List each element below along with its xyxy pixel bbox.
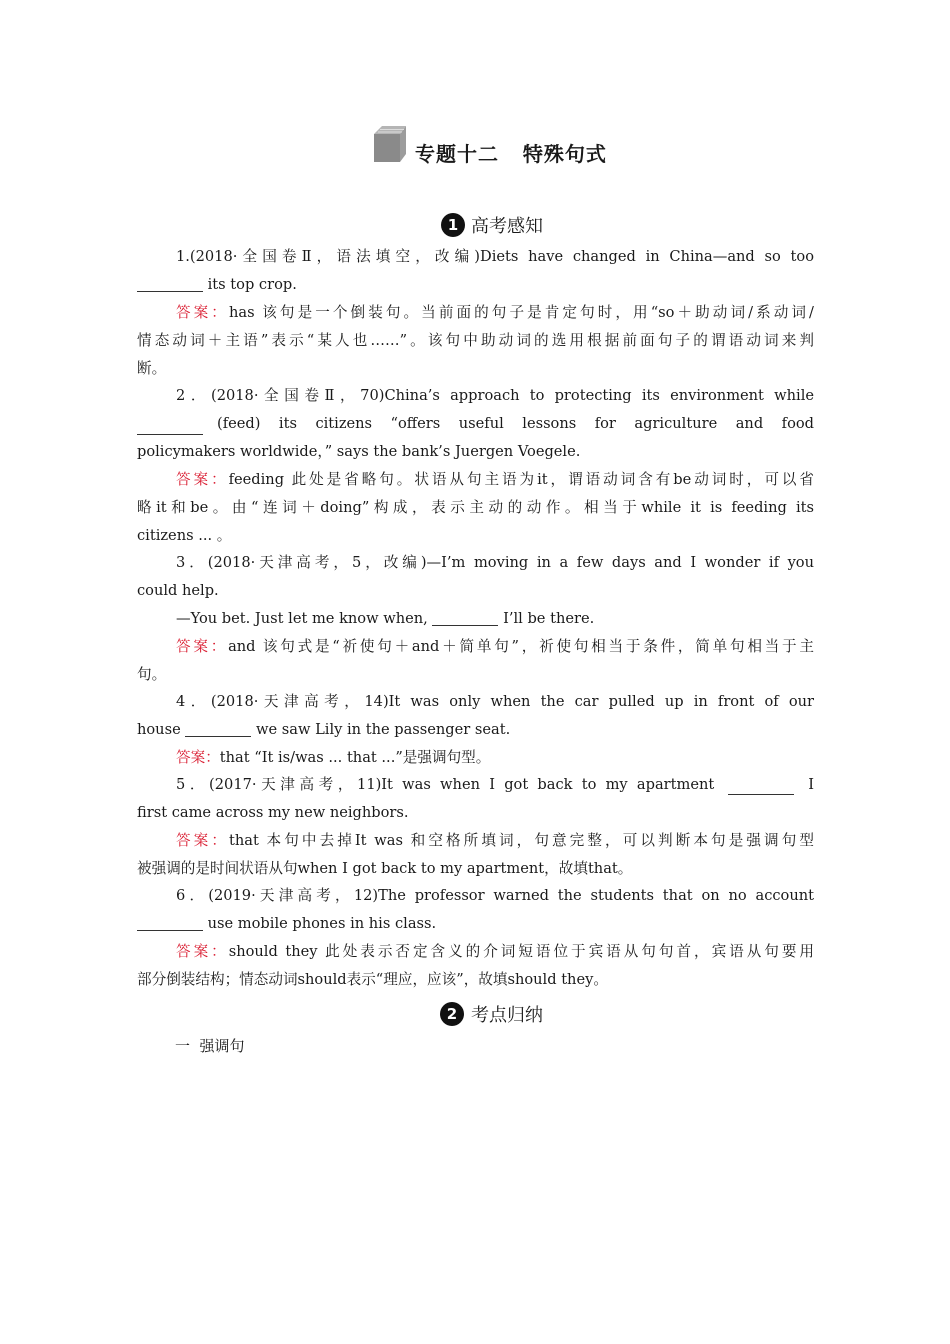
answer-blank (432, 607, 498, 626)
answer-text: feeding 此处是省略句。状语从句主语为it，谓语动词含有be动词时，可以省 (228, 471, 814, 488)
question-text (137, 605, 814, 633)
question-text (137, 271, 814, 299)
question-text (137, 410, 814, 438)
question-text (137, 910, 814, 938)
answer-text: should they 此处表示否定含义的介词短语位于宾语从句句首，宾语从句要用 (228, 943, 814, 960)
answer-label: 答案： (176, 749, 220, 766)
question-text: policymakers worldwide，” says the bank’s Juergen Voegele. (137, 443, 581, 460)
page-title: 专题十二 特殊句式 (415, 142, 607, 166)
book-icon (372, 124, 406, 164)
question-text-tail: use mobile phones in his class. (207, 915, 437, 932)
question-text-head: house (137, 721, 181, 738)
answer-text: 断。 (137, 360, 167, 377)
answer-blank (137, 416, 203, 435)
question-text-tail: I’ll be there. (503, 610, 595, 627)
question-text: first came across my new neighbors. (137, 804, 409, 821)
section-heading-1 (0, 211, 950, 241)
answer-blank (728, 776, 794, 795)
answer-text: that “It is/was ... that ...”是强调句型。 (219, 749, 491, 766)
question-text: 1.(2018·全国卷Ⅱ，语法填空，改编)Diets have changed in China—and so too (176, 248, 814, 265)
question-text-tail: (feed) its citizens “offers useful lessons for agriculture and food (217, 415, 814, 432)
answer-blank (185, 718, 251, 737)
question-text (137, 771, 814, 799)
answer-label: 答案： (176, 832, 230, 849)
question-text-tail: we saw Lily in the passenger seat. (256, 721, 511, 738)
section-heading-2 (0, 1000, 950, 1030)
answer-label: 答案： (176, 943, 229, 960)
answer-line (137, 633, 814, 661)
question-text: 4．(2018·天津高考，14)It was only when the car pulled up in front of our (176, 693, 814, 710)
answer-label: 答案： (176, 638, 229, 655)
answer-text: 被强调的是时间状语从句when I got back to my apartment，故填that。 (137, 860, 633, 877)
section-title: 考点归纳 (471, 1005, 543, 1026)
answer-line (137, 744, 814, 772)
question-text: could help. (137, 582, 219, 599)
answer-text: and 该句式是“祈使句＋and＋简单句”，祈使句相当于条件，简单句相当于主 (228, 638, 814, 655)
question-text-tail: I (808, 776, 814, 793)
title-row (0, 122, 950, 166)
answer-label: 答案： (176, 304, 229, 321)
answer-label: 答案： (176, 471, 229, 488)
subsection-title: 一 强调句 (175, 1037, 245, 1055)
answer-line (137, 466, 814, 494)
section-number-badge: 2 (440, 1002, 464, 1026)
question-text-tail: its top crop. (207, 276, 297, 293)
section-title: 高考感知 (471, 216, 543, 237)
question-text-head: 5．(2017·天津高考，11)It was when I got back to my apartment (176, 776, 715, 793)
answer-text: 情态动词＋主语”表示“某人也……”。该句中助动词的选用根据前面句子的谓语动词来判 (137, 332, 814, 349)
question-text: 2．(2018·全国卷Ⅱ，70)China’s approach to protecting its environment while (176, 387, 814, 404)
answer-line (137, 827, 814, 855)
answer-text: 句。 (137, 666, 167, 683)
answer-text: has 该句是一个倒装句。当前面的句子是肯定句时，用“so＋助动词/系动词/ (228, 304, 814, 321)
answer-text: that 本句中去掉It was 和空格所填词，句意完整，可以判断本句是强调句型 (229, 832, 814, 849)
answer-text: citizens ... 。 (137, 527, 232, 544)
answer-text: 部分倒装结构；情态动词should表示“理应，应该”，故填should they。 (137, 971, 608, 988)
answer-text: 略it和be。由“连词＋doing”构成，表示主动的动作。相当于while it is feeding its (137, 499, 814, 516)
section-number-badge: 1 (441, 213, 465, 237)
answer-blank (137, 912, 203, 931)
question-text: 6．(2019·天津高考，12)The professor warned the students that on no account (176, 887, 814, 904)
answer-blank (137, 273, 203, 292)
answer-line (137, 938, 814, 966)
answer-line (137, 299, 814, 327)
question-text (137, 716, 814, 744)
question-text: 3．(2018·天津高考，5，改编)—I’m moving in a few days and I wonder if you (176, 554, 814, 571)
question-text-head: —You bet. Just let me know when, (176, 610, 428, 627)
